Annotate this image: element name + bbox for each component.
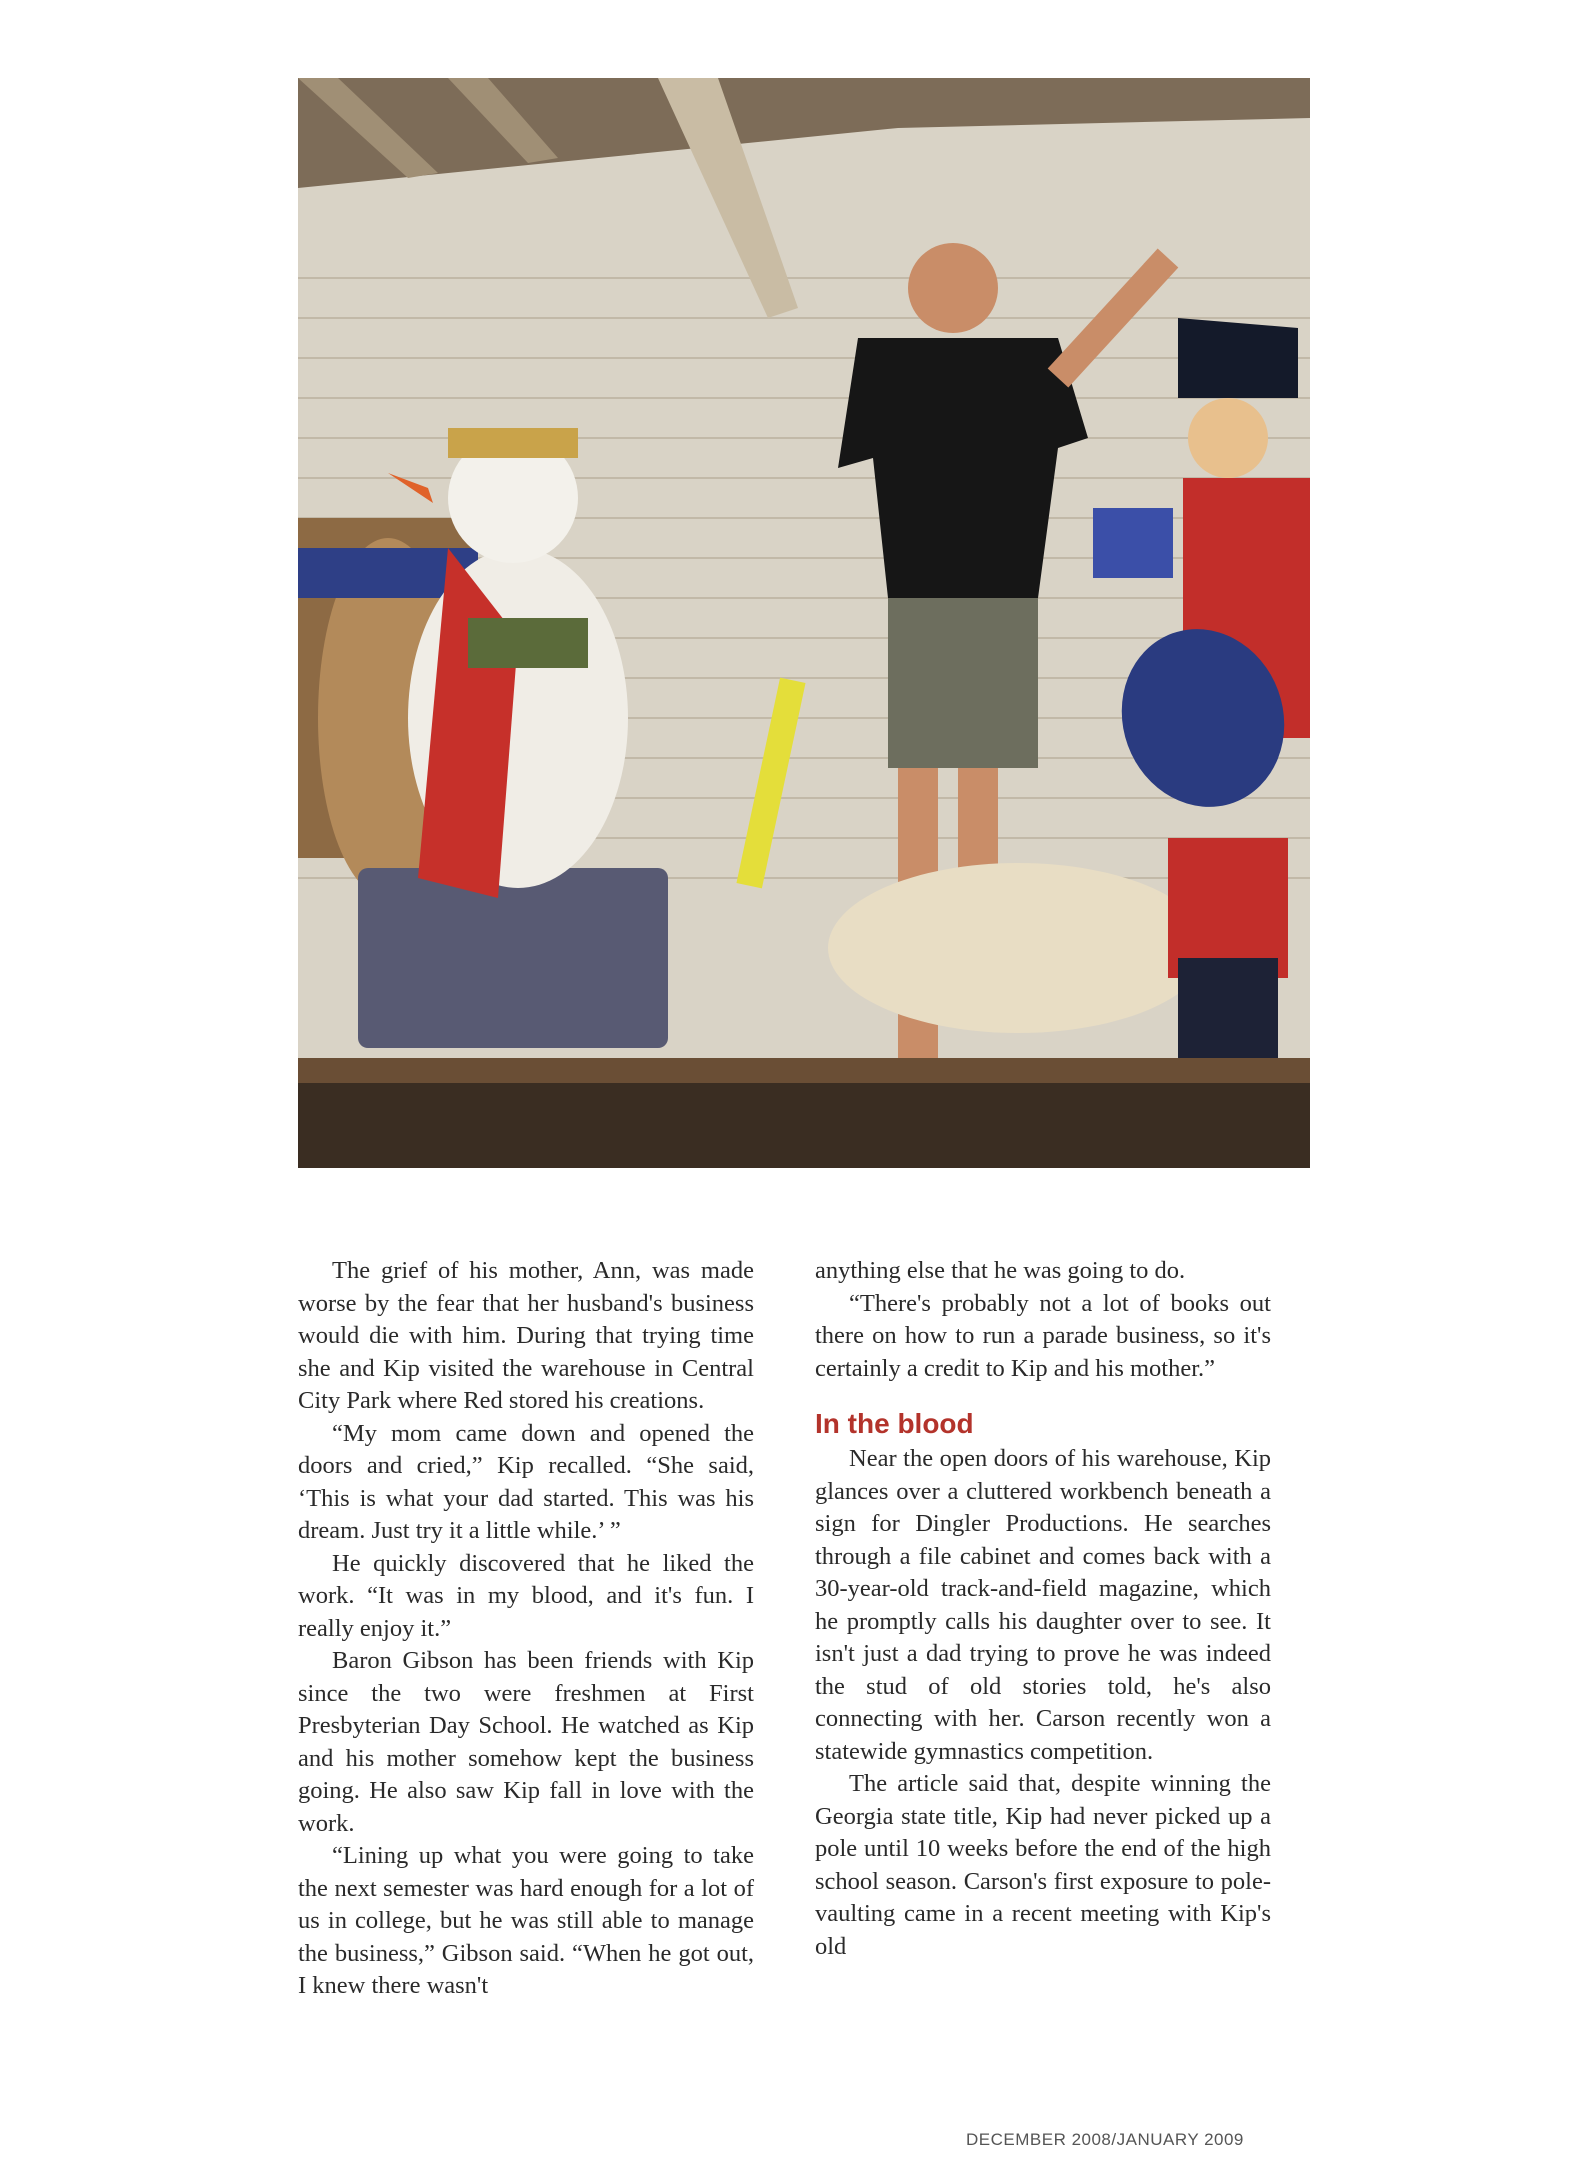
article-paragraph-continued: anything else that he was going to do.: [815, 1257, 1186, 1284]
article-paragraph: Near the open doors of his warehouse, Kip glances over a cluttered workbench beneath a sign for Dingler Productions. He searches through a file cabinet and comes back with a 30-year-old track-and-field magazine, which he promptly calls his daughter over to see. It isn't just a dad trying to prove he was indeed the stud of old stories told, he's also connecting with her. Carson recently won a statewide gymnastics competition.: [815, 1445, 1271, 1765]
article-paragraph: “There's probably not a lot of books out there on how to run a parade business, so it's certainly a credit to Kip and his mother.”: [815, 1289, 1271, 1382]
photo-warehouse-parade-figures-icon: [298, 78, 1310, 1168]
article-column-left: [298, 1255, 754, 2003]
article-paragraph: “My mom came down and opened the doors and cried,” Kip recalled. “She said, ‘This is what your dad started. This was his dream. Just try it a little while.’ ”: [298, 1419, 754, 1544]
article-paragraph: The grief of his mother, Ann, was made worse by the fear that her husband's business would die with him. During that trying time she and Kip visited the warehouse in Central City Park where Red stored his creations.: [298, 1257, 754, 1414]
article-paragraph: Baron Gibson has been friends with Kip since the two were freshmen at First Presbyterian Day School. He watched as Kip and his mother somehow kept the business going. He also saw Kip fall in love with the work.: [298, 1647, 754, 1837]
issue-date-footer: DECEMBER 2008/JANUARY 2009: [966, 2130, 1244, 2149]
article-paragraph: “Lining up what you were going to take the next semester was hard enough for a lot of us in college, but he was still able to manage the business,” Gibson said. “When he got out, I knew there wasn't: [298, 1842, 754, 1999]
article-paragraph: The article said that, despite winning the Georgia state title, Kip had never picked up a pole until 10 weeks before the end of the high school season. Carson's first exposure to pole-vaulting came in a recent meeting with Kip's old: [815, 1770, 1271, 1960]
article-column-right: [815, 1255, 1271, 1963]
section-subhead: In the blood: [815, 1408, 974, 1439]
article-photo: [298, 78, 1310, 1168]
article-paragraph: He quickly discovered that he liked the work. “It was in my blood, and it's fun. I really enjoy it.”: [298, 1549, 754, 1642]
